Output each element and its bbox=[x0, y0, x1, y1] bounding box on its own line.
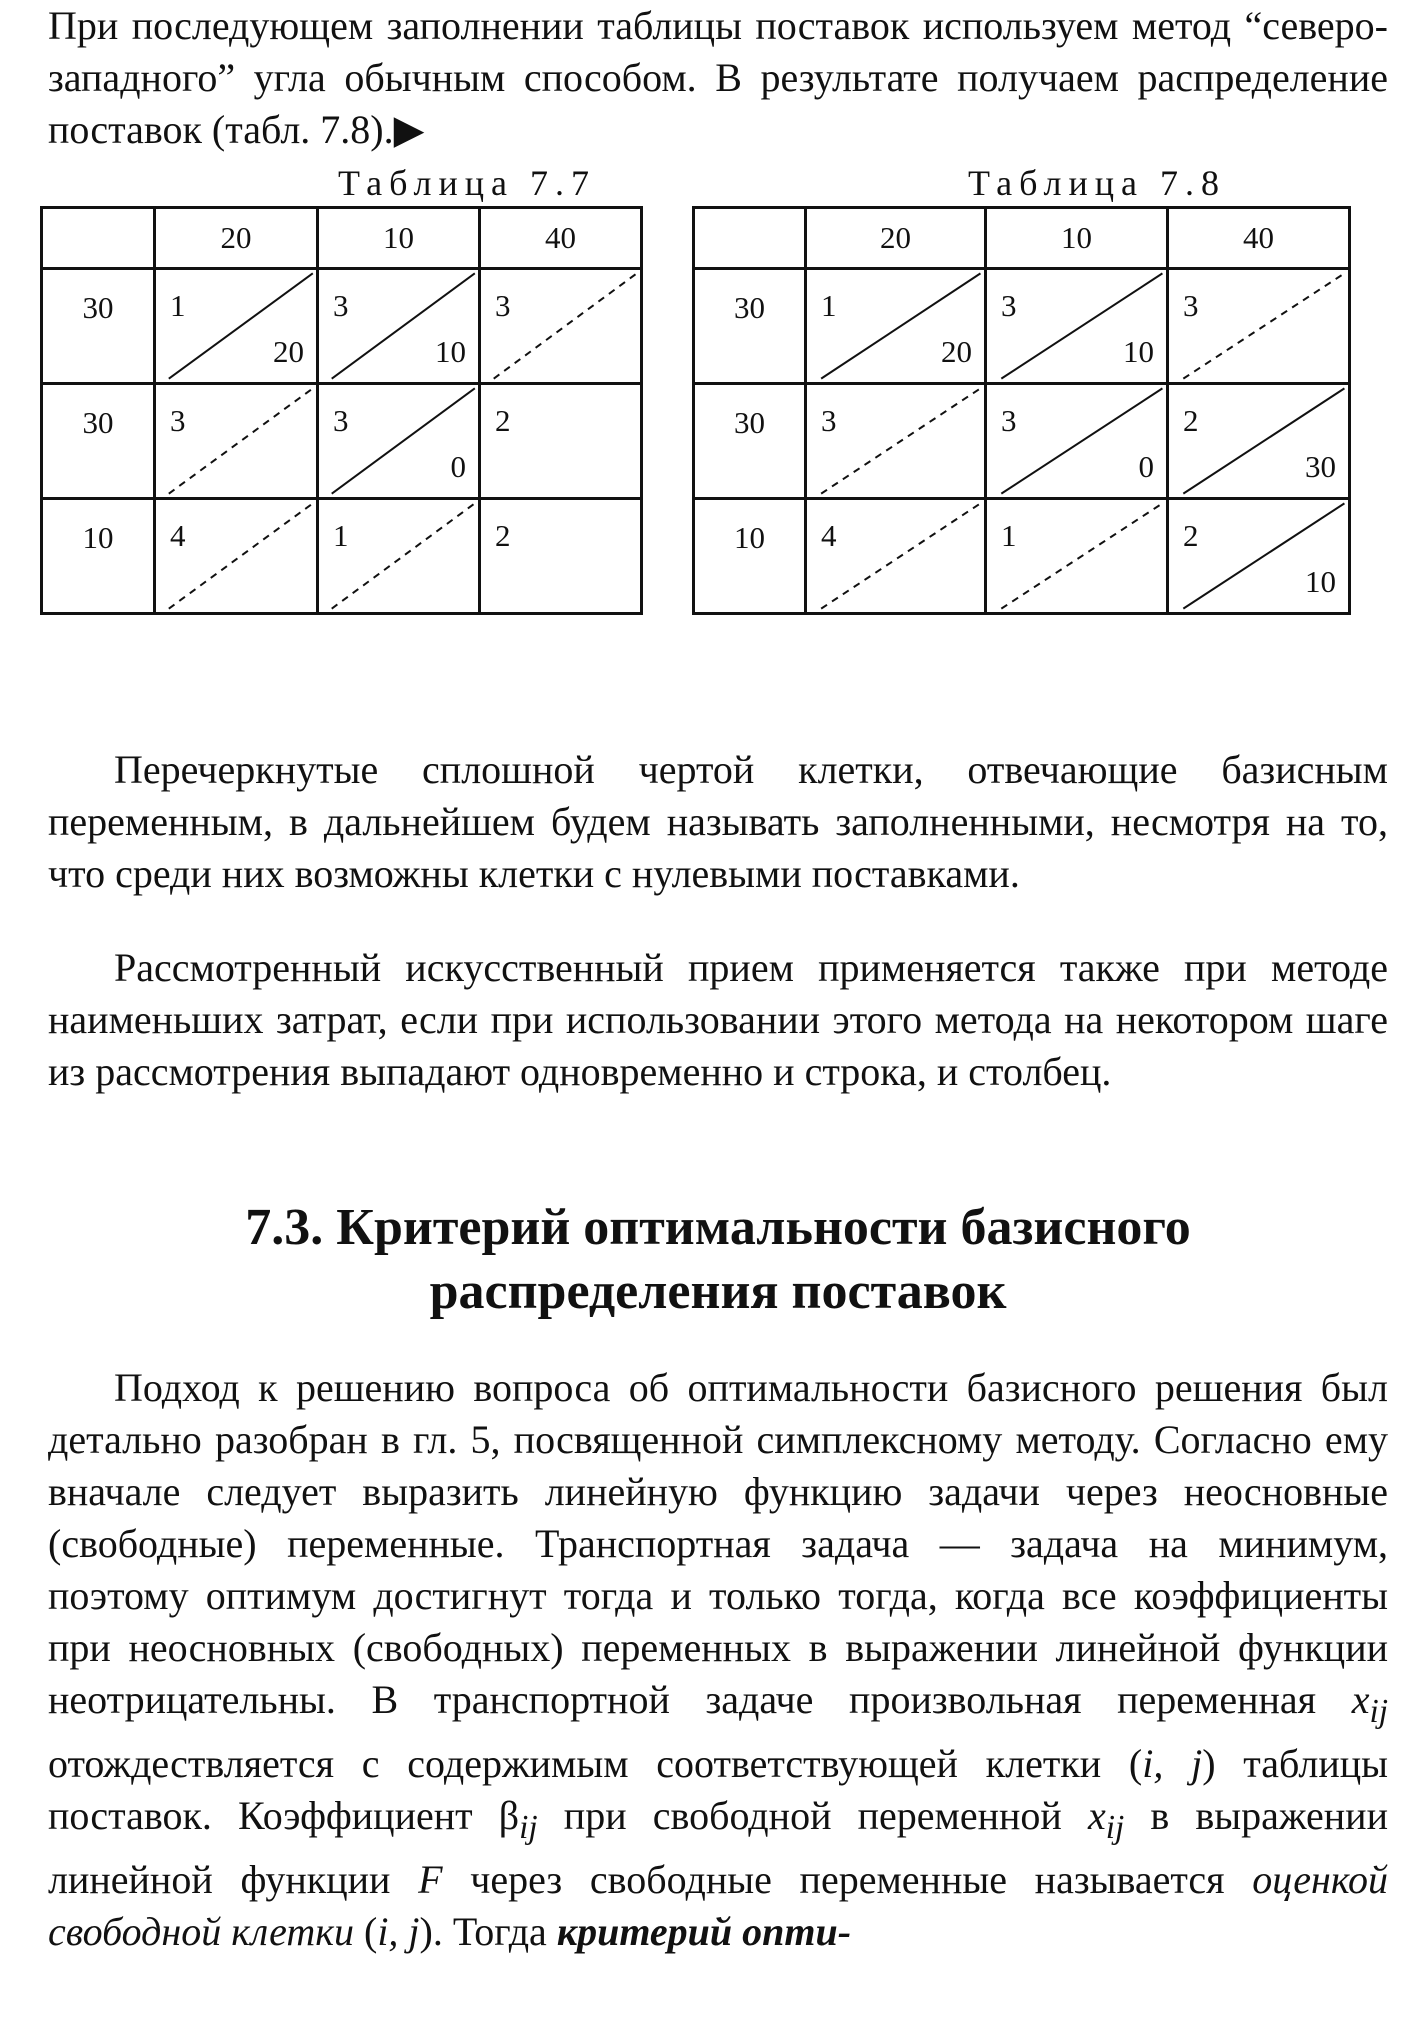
transport-table-7-7 bbox=[40, 206, 643, 615]
section-title-line-1: 7.3. Критерий оптимальности базисного bbox=[245, 1199, 1191, 1256]
table-row bbox=[694, 269, 1350, 384]
free-cell-diagonal bbox=[987, 500, 1166, 612]
supply-value: 10 bbox=[82, 520, 114, 555]
table-row bbox=[42, 269, 642, 384]
shipment-value: 10 bbox=[1305, 564, 1336, 599]
shipment-value: 10 bbox=[1123, 334, 1154, 369]
cost-cell bbox=[986, 499, 1168, 614]
supply-value: 30 bbox=[734, 290, 765, 325]
cost-value: 3 bbox=[333, 403, 349, 438]
cost-cell bbox=[480, 499, 642, 614]
shipment-value: 10 bbox=[435, 334, 466, 369]
cost-value: 3 bbox=[821, 403, 837, 438]
cost-value: 3 bbox=[170, 403, 186, 438]
free-cell-diagonal bbox=[807, 500, 984, 612]
cost-value: 2 bbox=[1183, 403, 1199, 438]
table-7-7-caption: Таблица 7.7 bbox=[338, 163, 596, 203]
cost-cell bbox=[1168, 269, 1350, 384]
cost-value: 1 bbox=[821, 288, 837, 323]
cost-cell bbox=[806, 269, 986, 384]
cost-cell bbox=[480, 269, 642, 384]
table-row bbox=[694, 499, 1350, 614]
cost-value: 1 bbox=[1001, 518, 1017, 553]
cost-cell bbox=[986, 384, 1168, 499]
shipment-value: 20 bbox=[941, 334, 972, 369]
demand-header: 20 bbox=[806, 208, 986, 269]
table-row bbox=[42, 384, 642, 499]
cost-cell bbox=[806, 384, 986, 499]
artificial-trick-paragraph: Рассмотренный искусственный прием применяется также при методе наименьших затрат, если при использовании этого метода на некотором шаге из рассмотрения выпадают одновременно и строка, и столбец. bbox=[48, 945, 1388, 1094]
free-cell-diagonal bbox=[156, 500, 316, 612]
cost-cell bbox=[318, 269, 480, 384]
supply-value: 10 bbox=[734, 520, 765, 555]
cost-value: 2 bbox=[1183, 518, 1199, 553]
intro-text: При последующем заполнении таблицы поставок используем метод “северо-западного” угла обычным способом. В результате получаем распределение поставок (табл. 7.8). bbox=[48, 3, 1388, 152]
optimality-approach-paragraph: Подход к решению вопроса об оптимальности базисного решения был детально разобран в гл. 5, посвященной симплексному методу. Согласно ему вначале следует выразить линейную функцию задачи через неосновные (свободные) переменные. Транспортная задача — задача на минимум, поэтому оптимум достигнут тогда и только тогда, когда все коэффициенты при неосновных (свободных) переменных в выражении линейной функции неотрицательны. В транспортной задаче произвольная переменная $x_{ij}$ отождествляется с содержимым соответствующей клетки (i, j) таблицы поставок. Коэффициент $\beta_{ij}$ при свободной переменной $x_{ij}$ в выражении линейной функции F через свободные переменные называется оценкой свободной клетки (i, j). Тогда критерий опти- bbox=[48, 1365, 1388, 1954]
free-cell-estimate-term: оценкой свободной клетки bbox=[48, 1857, 1388, 1954]
cost-cell bbox=[318, 499, 480, 614]
intro-paragraph bbox=[48, 0, 1388, 156]
end-of-example-marker: ▶ bbox=[393, 107, 425, 152]
cost-cell bbox=[155, 269, 318, 384]
free-cell-diagonal bbox=[481, 270, 640, 382]
cost-value: 4 bbox=[170, 518, 186, 553]
free-cell-diagonal bbox=[156, 385, 316, 497]
cost-value: 1 bbox=[333, 518, 349, 553]
cost-cell bbox=[986, 269, 1168, 384]
corner-cell bbox=[694, 208, 806, 269]
shipment-value: 30 bbox=[1305, 449, 1336, 484]
supply-value: 30 bbox=[734, 405, 765, 440]
function-f: F bbox=[418, 1857, 443, 1902]
supply-header bbox=[694, 269, 806, 384]
cost-value: 3 bbox=[1001, 403, 1017, 438]
variable-x: x bbox=[1351, 1677, 1370, 1722]
supply-header bbox=[694, 499, 806, 614]
cost-value: 4 bbox=[821, 518, 837, 553]
cost-value: 1 bbox=[170, 288, 186, 323]
cost-value: 3 bbox=[1183, 288, 1199, 323]
free-cell-diagonal bbox=[319, 500, 478, 612]
shipment-value: 0 bbox=[1138, 449, 1154, 484]
demand-header: 10 bbox=[986, 208, 1168, 269]
demand-header: 10 bbox=[318, 208, 480, 269]
cost-cell bbox=[318, 384, 480, 499]
supply-value: 30 bbox=[82, 290, 114, 325]
supply-header bbox=[42, 384, 155, 499]
cost-cell bbox=[155, 384, 318, 499]
optimality-criterion-term: критерий опти- bbox=[556, 1909, 852, 1954]
shipment-value: 20 bbox=[273, 334, 304, 369]
demand-header: 40 bbox=[1168, 208, 1350, 269]
cost-cell bbox=[1168, 499, 1350, 614]
supply-header bbox=[42, 499, 155, 614]
filled-cells-paragraph: Перечеркнутые сплошной чертой клетки, отвечающие базисным переменным, в дальнейшем будем называть заполненными, несмотря на то, что среди них возможны клетки с нулевыми поставками. bbox=[48, 747, 1388, 896]
cost-value: 2 bbox=[495, 403, 511, 438]
table-row bbox=[42, 499, 642, 614]
free-cell-diagonal bbox=[1169, 270, 1348, 382]
cost-value: 3 bbox=[1001, 288, 1017, 323]
transport-table-7-8 bbox=[692, 206, 1351, 615]
demand-header: 40 bbox=[480, 208, 642, 269]
demand-header: 20 bbox=[155, 208, 318, 269]
supply-header bbox=[42, 269, 155, 384]
cost-cell bbox=[480, 384, 642, 499]
section-heading bbox=[48, 1196, 1388, 1324]
shipment-value: 0 bbox=[450, 449, 466, 484]
cost-value: 2 bbox=[495, 518, 511, 553]
table-7-8-caption: Таблица 7.8 bbox=[968, 163, 1226, 203]
supply-value: 30 bbox=[82, 405, 114, 440]
free-cell-diagonal bbox=[807, 385, 984, 497]
section-title-line-2: распределения поставок bbox=[429, 1263, 1007, 1320]
cost-cell bbox=[1168, 384, 1350, 499]
table-row bbox=[694, 384, 1350, 499]
cost-value: 3 bbox=[333, 288, 349, 323]
supply-header bbox=[694, 384, 806, 499]
cost-value: 3 bbox=[495, 288, 511, 323]
cost-cell bbox=[155, 499, 318, 614]
cost-cell bbox=[806, 499, 986, 614]
corner-cell bbox=[42, 208, 155, 269]
